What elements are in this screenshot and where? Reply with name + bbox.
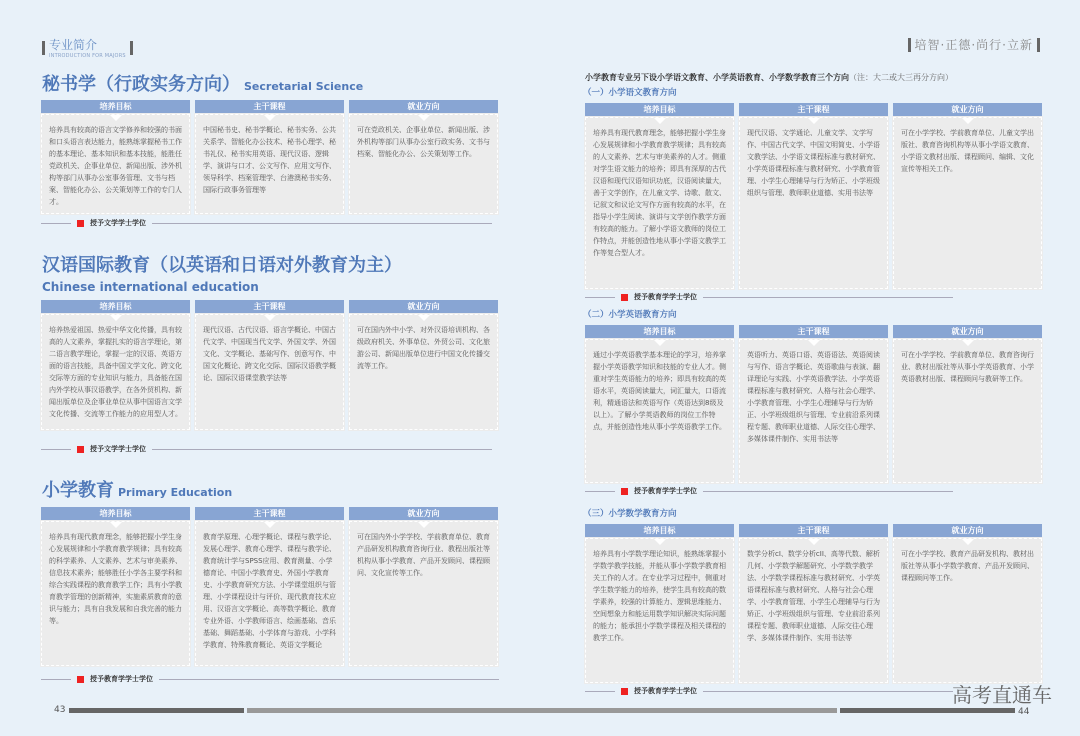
degree-icon — [77, 220, 84, 227]
core-courses-header: 主干课程 — [195, 100, 344, 114]
career-direction-header: 就业方向 — [349, 507, 498, 521]
training-goal-column — [41, 507, 190, 666]
motto-badge — [908, 36, 1040, 53]
training-goal-header: 培养目标 — [41, 507, 190, 521]
core-courses-text: 现代汉语、文学通论、儿童文学、文学写作、中国古代文学、中国文明简史、小学语文教学法、小学语文课程标准与教材研究、小学英语课程标准与教材研究、小学教育管理、小学生心理辅导与行为矫正、小学班级组织与管理、教师职业道德、实用书法等 — [739, 117, 888, 289]
section-title-cn: 小学教育 — [42, 480, 114, 501]
core-courses-header: 主干课程 — [739, 325, 888, 339]
degree-line — [585, 687, 953, 695]
degree-text: 授予教育学学士学位 — [90, 675, 153, 683]
footer-bar — [247, 708, 837, 713]
column-group — [585, 103, 1042, 289]
divider — [41, 679, 71, 680]
section-header-badge — [42, 36, 133, 59]
divider — [1037, 38, 1040, 52]
divider — [908, 38, 911, 52]
degree-icon — [621, 688, 628, 695]
core-courses-header: 主干课程 — [739, 103, 888, 117]
degree-line — [41, 219, 492, 227]
degree-icon — [621, 488, 628, 495]
career-direction-header: 就业方向 — [349, 300, 498, 314]
career-direction-column — [893, 325, 1042, 483]
divider — [41, 449, 71, 450]
degree-line — [585, 293, 953, 301]
divider — [703, 691, 953, 692]
training-goal-column — [585, 325, 734, 483]
section-title-cn: 汉语国际教育（以英语和日语对外教育为主） — [42, 255, 402, 276]
degree-text: 授予文学学士学位 — [90, 219, 146, 227]
career-direction-column — [349, 507, 498, 666]
degree-text: 授予教育学学士学位 — [634, 293, 697, 301]
divider — [585, 297, 615, 298]
core-courses-column — [739, 103, 888, 289]
column-group — [41, 300, 498, 430]
header-logo-subtitle: INTRODUCTION FOR MAJORS — [49, 53, 126, 59]
section-title — [42, 480, 232, 503]
divider — [152, 449, 492, 450]
motto: 培智·正德·尚行·立新 — [914, 38, 1033, 52]
training-goal-column — [585, 103, 734, 289]
career-direction-column — [893, 524, 1042, 683]
column-group — [585, 325, 1042, 483]
training-goal-column — [41, 300, 190, 430]
degree-icon — [621, 294, 628, 301]
training-goal-header: 培养目标 — [585, 524, 734, 538]
career-direction-text: 可在小学学校、教育产品研发机构、教材出版社等从事小学数学教育、产品开发顾问、课程顾问等工作。 — [893, 538, 1042, 683]
career-direction-text: 可在小学学校、学前教育单位、教育咨询行业、教材出版社等从事小学英语教育、小学英语教材出版、课程顾问与教研等工作。 — [893, 339, 1042, 483]
core-courses-column — [195, 100, 344, 214]
core-courses-column — [739, 325, 888, 483]
subsection-title: （一）小学语文教育方向 — [583, 88, 677, 98]
intro-main: 小学教育专业另下设小学语文教育、小学英语教育、小学数学教育三个方向 — [585, 73, 849, 82]
career-direction-header: 就业方向 — [893, 524, 1042, 538]
degree-text: 授予教育学学士学位 — [634, 487, 697, 495]
header-logo: 专业简介 — [49, 38, 98, 52]
training-goal-column — [585, 524, 734, 683]
degree-line — [41, 675, 499, 683]
divider — [130, 41, 133, 55]
subsection-title: （三）小学数学教育方向 — [583, 509, 677, 519]
divider — [152, 223, 492, 224]
training-goal-text: 培养具有现代教育理念，能够把握小学生身心发展规律和小学教育教学规律；具有较高的科学素养、人文素养、艺术与审美素养、信息技术素养；能够胜任小学各主要学科和综合实践课程的教育教学工作；具有小学教育教学管理的创新精神，实施素质教育的意识与能力；具有自我发展和自我完善的能力等。 — [41, 521, 190, 666]
core-courses-header: 主干课程 — [195, 507, 344, 521]
core-courses-text: 教育学原理、心理学概论、课程与教学论、发展心理学、教育心理学、课程与教学论、教育统计学与SPSS应用、教育测量、小学德育论、中国小学教育史、外国小学教育史、小学教育研究方法、小学课堂组织与管理、小学课程设计与评价、现代教育技术应用、汉语言文学概论、高等数学概论、教育专业外语、小学教师语言、绘画基础、音乐基础、舞蹈基础、小学体育与游戏、小学科学教育、特殊教育概论、英语文学概论 — [195, 521, 344, 666]
column-group — [41, 100, 498, 214]
career-direction-text: 可在国内外小学学校、学前教育单位、教育产品研发机构教育咨询行业、教程出版社等机构从事小学教育、产品开发顾问、课程顾问、文化宣传等工作。 — [349, 521, 498, 666]
divider — [42, 41, 45, 55]
degree-icon — [77, 676, 84, 683]
subsection-title: （二）小学英语教育方向 — [583, 310, 677, 320]
training-goal-text: 培养具有现代教育理念，能够把握小学生身心发展规律和小学教育教学规律；具有较高的人文素养、艺术与审美素养的人才。侧重对学生语文能力的培养；即具有深厚的古代汉语和现代汉语知识功底，汉语阅读量大，善于文学创作，在儿童文学、诗歌、散文、记叙文和议论文写作方面有较高的水平，在指导小学生阅读、演讲与文学创作教学方面有较高的能力。了解小学语文教师的岗位工作特点，并能创造性地从事小学语文教学工作等复合型人才。 — [585, 117, 734, 289]
column-group — [585, 524, 1042, 683]
core-courses-column — [195, 507, 344, 666]
training-goal-header: 培养目标 — [41, 100, 190, 114]
career-direction-text: 可在国内外中小学、对外汉语培训机构、各级政府机关、外事单位、外贸公司、文化旅游公司、新闻出版单位进行中国文化传播交流等工作。 — [349, 314, 498, 430]
section-title-en: Chinese international education — [42, 280, 259, 294]
career-direction-text: 可在党政机关、企事业单位、新闻出版、涉外机构等部门从事办公室行政实务、文书与档案、智能化办公、公关策划等工作。 — [349, 114, 498, 214]
core-courses-text: 英语听力、英语口语、英语语法、英语阅读与写作、语言学概论、英语歌曲与表演、翻译理论与实践、小学英语教学法、小学英语课程标准与教材研究、人格与社会心理学、小学教育管理、小学生心理辅导与行为矫正、小学班级组织与管理、专业前沿系列课程专题、教师职业道德、人际交往心理学、多媒体课件制作、实用书法等 — [739, 339, 888, 483]
core-courses-column — [739, 524, 888, 683]
divider — [585, 491, 615, 492]
divider — [159, 679, 499, 680]
core-courses-text: 现代汉语、古代汉语、语言学概论、中国古代文学、中国现当代文学、外国文学、外国文化、文学概论、基础写作、创意写作、中国文化概论、跨文化交际、国际汉语教学概论、国际汉语课堂教学法等 — [195, 314, 344, 430]
divider — [585, 691, 615, 692]
watermark: 高考直通车 — [952, 683, 1052, 707]
training-goal-text: 培养具有较高的语言文学修养和较强的书面和口头语言表达能力，能熟练掌握秘书工作的基本理论、基本知识和基本技能，能胜任党政机关、企事业单位、新闻出版、涉外机构等部门从事办公室事务管理、文书与档案、智能化办公、公关策划等工作的专门人才。 — [41, 114, 190, 214]
training-goal-column — [41, 100, 190, 214]
intro-note: （注：大二或大三再分方向） — [849, 73, 953, 82]
career-direction-header: 就业方向 — [349, 100, 498, 114]
right-intro — [585, 73, 953, 83]
section-title-en: Secretarial Science — [244, 80, 364, 93]
page-number-right: 44 — [1018, 707, 1030, 717]
core-courses-text: 数学分析cI、数学分析cII、高等代数、解析几何、小学数学解题研究、小学数学教学法、小学数学课程标准与教材研究、小学英语课程标准与教材研究、人格与社会心理学、小学教育管理、小学生心理辅导与行为矫正、小学班级组织与管理、专业前沿系列课程专题、教师职业道德、人际交往心理学、多媒体课件制作、实用书法等 — [739, 538, 888, 683]
core-courses-header: 主干课程 — [195, 300, 344, 314]
divider — [41, 223, 71, 224]
section-title — [42, 255, 402, 276]
career-direction-header: 就业方向 — [893, 325, 1042, 339]
degree-text: 授予教育学学士学位 — [634, 687, 697, 695]
page-number-left: 43 — [54, 705, 66, 715]
career-direction-header: 就业方向 — [893, 103, 1042, 117]
divider — [703, 297, 953, 298]
footer-bar — [840, 708, 1015, 713]
training-goal-header: 培养目标 — [585, 103, 734, 117]
divider — [703, 491, 953, 492]
section-title — [42, 74, 363, 97]
section-title-cn: 秘书学（行政实务方向） — [42, 74, 240, 95]
degree-icon — [77, 446, 84, 453]
core-courses-text: 中国秘书史、秘书学概论、秘书实务、公共关系学、智能化办公技术、秘书心理学、秘书礼仪、秘书实用英语、现代汉语、逻辑学、演讲与口才、公文写作、应用文写作、领导科学、档案管理学、台港澳秘书实务、国际行政事务管理等 — [195, 114, 344, 214]
column-group — [41, 507, 498, 666]
career-direction-column — [349, 300, 498, 430]
career-direction-column — [893, 103, 1042, 289]
core-courses-header: 主干课程 — [739, 524, 888, 538]
training-goal-text: 培养热爱祖国、热爱中华文化传播，具有较高的人文素养，掌握扎实的语言学理论，第二语言教学理论，掌握一定的汉语、英语方面的语言技能，具备中国文学文化、跨文化交际等方面的专业知识与能力，具备能在国内外学校从事汉语教学，在各外贸机构、新闻出版单位及企事业单位从事中国语言文学文化传播、交流等工作能力的应用型人才。 — [41, 314, 190, 430]
degree-text: 授予文学学士学位 — [90, 445, 146, 453]
training-goal-text: 培养具有小学数学理论知识，能熟练掌握小学数学教学技能，并能从事小学数学教育相关工作的人才。在专业学习过程中，侧重对学生数学能力的培养，使学生具有较高的数学素养，较强的计算能力、逻辑思维能力、空间想象力和能运用数学知识解决实际问题的能力；能承担小学数学课程及相关课程的教学工作。 — [585, 538, 734, 683]
training-goal-header: 培养目标 — [41, 300, 190, 314]
footer-bar — [69, 708, 244, 713]
core-courses-column — [195, 300, 344, 430]
degree-line — [41, 445, 492, 453]
section-title-en: Primary Education — [118, 486, 233, 499]
degree-line — [585, 487, 953, 495]
career-direction-text: 可在小学学校、学前教育单位、儿童文学出版社、教育咨询机构等从事小学语文教育、小学语文教材出版、课程顾问、编辑、文化宣传等相关工作。 — [893, 117, 1042, 289]
training-goal-header: 培养目标 — [585, 325, 734, 339]
career-direction-column — [349, 100, 498, 214]
training-goal-text: 通过小学英语教学基本理论的学习，培养掌握小学英语教学知识和技能的专业人才。侧重对学生英语能力的培养；即具有较高的英语水平，英语阅读量大，词汇量大，口语流利，精通语法和英语写作（英语达到8级及以上）。了解小学英语教师的岗位工作特点，并能创造性地从事小学英语教学工作。 — [585, 339, 734, 483]
